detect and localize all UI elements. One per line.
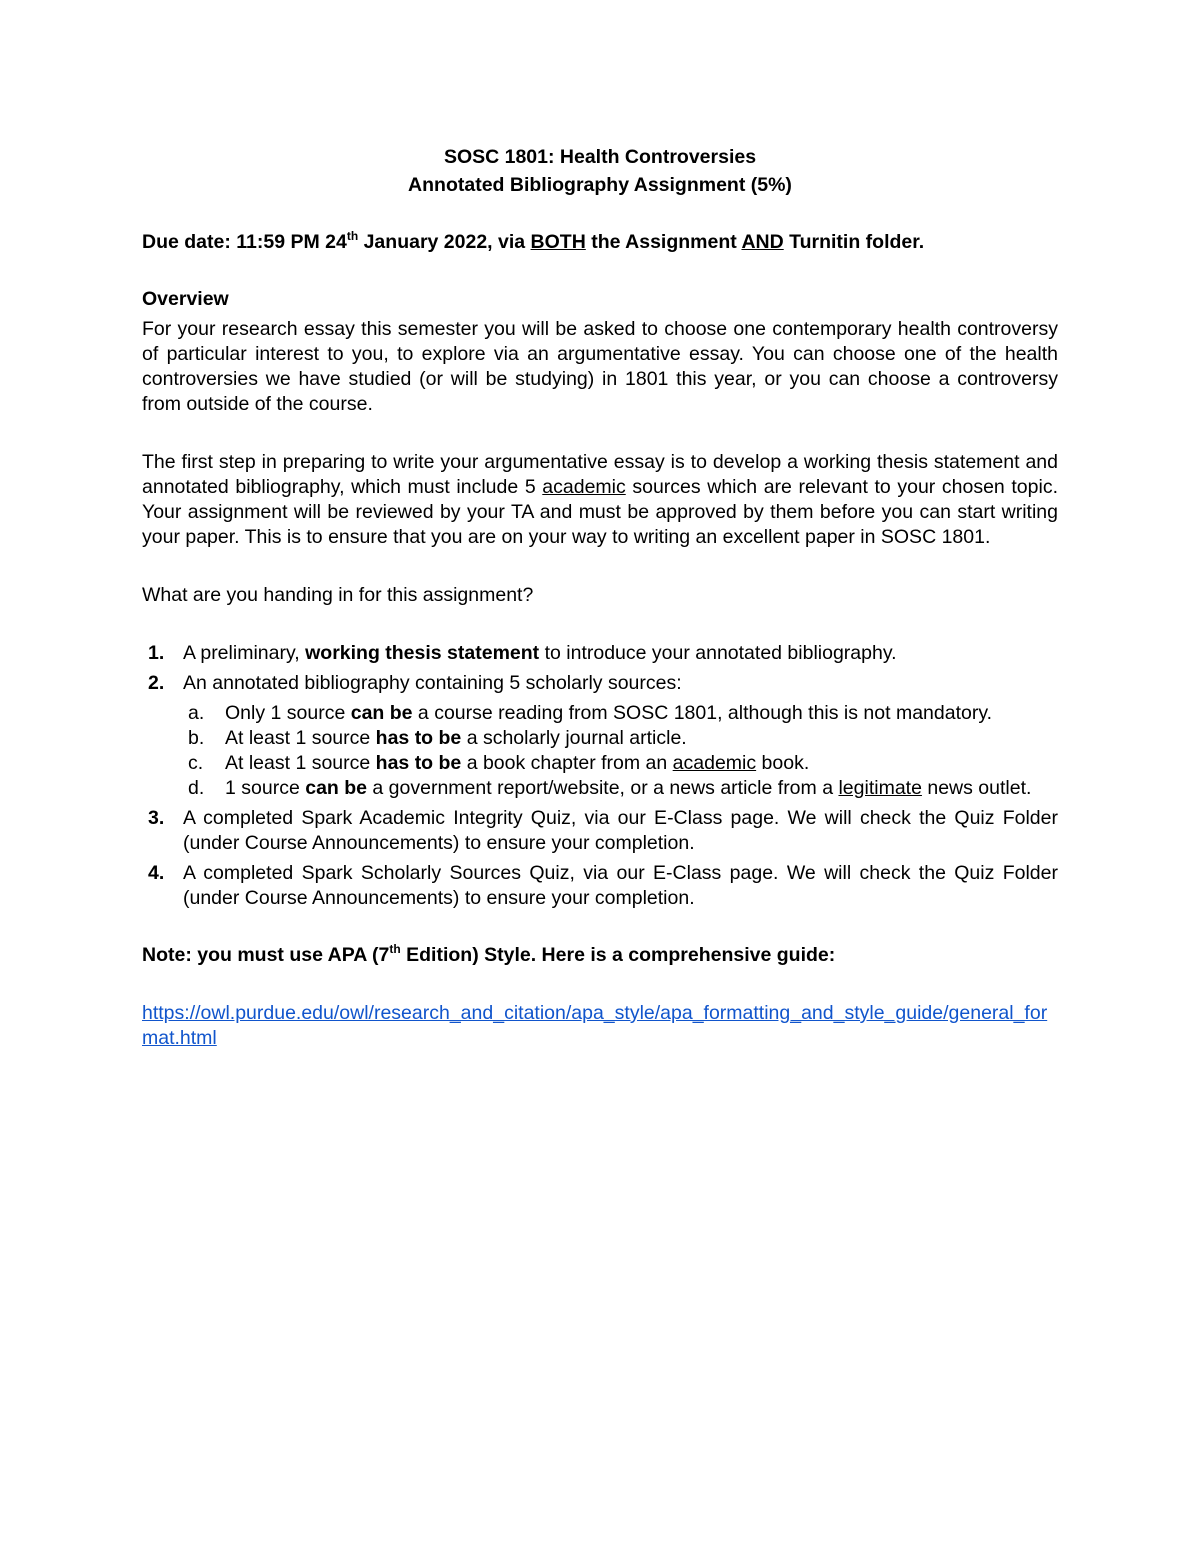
list-item (142, 806, 1058, 856)
sublist-item (183, 751, 1058, 776)
apa-note (142, 943, 1058, 968)
item-bold: can be (350, 702, 413, 724)
sublist-item (183, 776, 1058, 801)
item-bold: has to be (375, 752, 462, 774)
paragraph-2-academic: academic (542, 476, 626, 498)
paragraph-2-end: sources which are relevant to your chosen topic. Your assignment will be reviewed by your TA and must be approved by them before you can start writing your paper. This is to ensure that you are on your way to writing an excellent paper in SOSC 1801. (142, 476, 1058, 548)
list-number: 4. (148, 862, 165, 884)
item-bold: can be (305, 777, 367, 799)
item-text: book. (756, 752, 810, 774)
item-text: At least 1 source (225, 727, 376, 749)
due-date-line (142, 230, 1058, 255)
assignment-title: Annotated Bibliography Assignment (5%) (408, 174, 792, 196)
sublist-item (183, 701, 1058, 726)
list-number: 3. (148, 807, 165, 829)
course-title: SOSC 1801: Health Controversies (443, 146, 757, 168)
item-text: to introduce your annotated bibliography. (539, 642, 897, 664)
item-text: a government report/website, or a news article from a (367, 777, 839, 799)
item-text: A completed Spark Academic Integrity Quiz, via our E-Class page. We will check the Quiz Folder (under Course Announcements) to ensure your completion. (183, 807, 1058, 854)
note-superscript: th (389, 942, 401, 956)
item-text: Only 1 source (225, 702, 351, 724)
list-number: 1. (148, 642, 165, 664)
item-text: a course reading from SOSC 1801, although this is not mandatory. (412, 702, 993, 724)
item-bold: has to be (375, 727, 462, 749)
sublist-letter: b. (188, 727, 205, 749)
sources-sublist (183, 701, 1058, 801)
guide-link-container (142, 1001, 1058, 1051)
item-bold: working thesis statement (305, 642, 540, 664)
list-number: 2. (148, 672, 165, 694)
due-date-both: BOTH (530, 231, 586, 253)
due-date-part2: January 2022, via (358, 231, 531, 253)
overview-paragraph-1: For your research essay this semester you will be asked to choose one contemporary health controversy of particular interest to you, to explore via an argumentative essay. You can choose one of the health controversies we have studied (or will be studying) in 1801 this year, or you can choose a controversy from outside of the course. (142, 318, 1058, 415)
item-text: An annotated bibliography containing 5 scholarly sources: (183, 672, 682, 694)
item-underline: academic (672, 752, 757, 774)
due-date-part4: Turnitin folder. (783, 231, 925, 253)
requirements-list (142, 641, 1058, 911)
sublist-letter: c. (188, 752, 204, 774)
list-item (142, 861, 1058, 911)
due-date-and: AND (741, 231, 784, 253)
note-text: Note: you must use APA (7 (142, 944, 390, 966)
item-text: a book chapter from an (461, 752, 673, 774)
apa-guide-link[interactable]: https://owl.purdue.edu/owl/research_and_citation/apa_style/apa_formatting_and_style_guide/general_format.html (142, 1002, 1048, 1049)
item-text: At least 1 source (225, 752, 376, 774)
handing-in-question: What are you handing in for this assignment? (142, 584, 534, 606)
paragraph-2-start: The first step in preparing to write your argumentative essay is to develop a working thesis statement and annotated bibliography, which must include 5 (142, 451, 1058, 498)
item-text: a scholarly journal article. (461, 727, 687, 749)
overview-paragraph-2 (142, 450, 1058, 550)
sublist-item (183, 726, 1058, 751)
item-text: A preliminary, (183, 642, 306, 664)
overview-heading: Overview (142, 288, 229, 310)
due-date-part3: the Assignment (585, 231, 742, 253)
item-text: 1 source (225, 777, 306, 799)
list-item (142, 671, 1058, 801)
list-item (142, 641, 1058, 666)
item-underline: legitimate (838, 777, 922, 799)
sublist-letter: d. (188, 777, 205, 799)
item-text: news outlet. (921, 777, 1032, 799)
item-text: A completed Spark Scholarly Sources Quiz, via our E-Class page. We will check the Quiz Folder (under Course Announcements) to ensure your completion. (183, 862, 1058, 909)
due-date-superscript: th (346, 229, 359, 243)
sublist-letter: a. (188, 702, 205, 724)
note-text: Edition) Style. Here is a comprehensive guide: (400, 944, 836, 966)
document-body (142, 145, 1058, 1051)
due-date-prefix: Due date: 11:59 PM 24 (142, 231, 347, 253)
